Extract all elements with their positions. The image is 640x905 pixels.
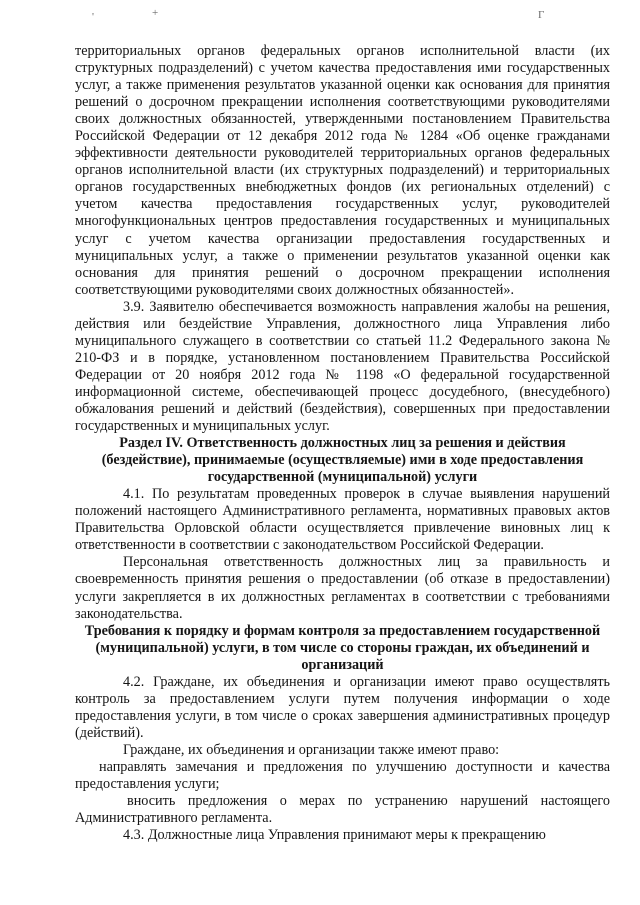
scan-mark: Г [538, 9, 545, 21]
scan-mark: + [152, 7, 159, 19]
scan-mark: ' [92, 11, 94, 23]
control-requirements-heading: Требования к порядку и формам контроля за предоставлением государственной (муниципальной) услуги, в том числе со стороны граждан, их объединений и организаций [84, 622, 601, 673]
paragraph-3-9: 3.9. Заявителю обеспечивается возможность направления жалобы на решения, действия или бездействие Управления, должностного лица Управления либо муниципального служащего в соответствии со статьей 11.2 Федерального закона № 210-ФЗ и в порядке, установленном постановлением Правительства Российской Федерации от 20 ноября 2012 года № 1198 «О федеральной государственной информационной системе, обеспечивающей процесс досудебного, (внесудебного) обжалования решений и действий (бездействия), совершенных при предоставлении государственных и муниципальных услуг. [75, 298, 610, 435]
document-body [75, 43, 610, 844]
paragraph-4-2: 4.2. Граждане, их объединения и организации имеют право осуществлять контроль за предоставлением услуги путем получения информации о ходе предоставления услуги, в том числе о сроках завершения административных процедур (действий). [75, 673, 610, 741]
paragraph-continuation: территориальных органов федеральных органов исполнительной власти (их структурных подразделений) с учетом качества предоставления ими государственных услуг, а также применения результатов указанной оценки как основания для принятия решений о досрочном прекращении исполнения соответствующими руководителями своих должностных обязанностей, утвержденными постановлением Правительства Российской Федерации от 12 декабря 2012 года № 1284 «Об оценке гражданами эффективности деятельности руководителей территориальных органов федеральных органов исполнительной власти (их структурных подразделений) и территориальных органов государственных внебюджетных фондов (их региональных отделений) с учетом качества предоставления государственных услуг, руководителей многофункциональных центров предоставления государственных и муниципальных услуг с учетом качества организации предоставления государственных и муниципальных услуг, а также о применении результатов указанной оценки как основания для принятия решений о досрочном прекращении исполнения соответствующими руководителями своих должностных обязанностей». [75, 43, 610, 298]
section-iv-heading: Раздел IV. Ответственность должностных лиц за решения и действия (бездействие), принимаемые (осуществляемые) ими в ходе предоставления государственной (муниципальной) услуги [101, 435, 584, 486]
paragraph-4-3: 4.3. Должностные лица Управления принимают меры к прекращению [123, 827, 546, 844]
paragraph-4-1: 4.1. По результатам проведенных проверок в случае выявления нарушений положений настоящего Административного регламента, нормативных правовых актов Правительства Орловской области осуществляется привлечение виновных лиц к ответственности в соответствии с законодательством Российской Федерации. [75, 486, 610, 554]
paragraph-personal-responsibility: Персональная ответственность должностных лиц за правильность и своевременность принятия решения о предоставлении (об отказе в предоставлении) услуги закрепляется в их должностных регламентах в соответствии с требованиями законодательства. [75, 554, 610, 622]
paragraph-make-proposals: вносить предложения о мерах по устранению нарушений настоящего Административного регламента. [75, 793, 610, 827]
paragraph-citizens-rights: Граждане, их объединения и организации также имеют право: [123, 741, 500, 758]
paragraph-send-comments: направлять замечания и предложения по улучшению доступности и качества предоставления услуги; [75, 758, 610, 793]
